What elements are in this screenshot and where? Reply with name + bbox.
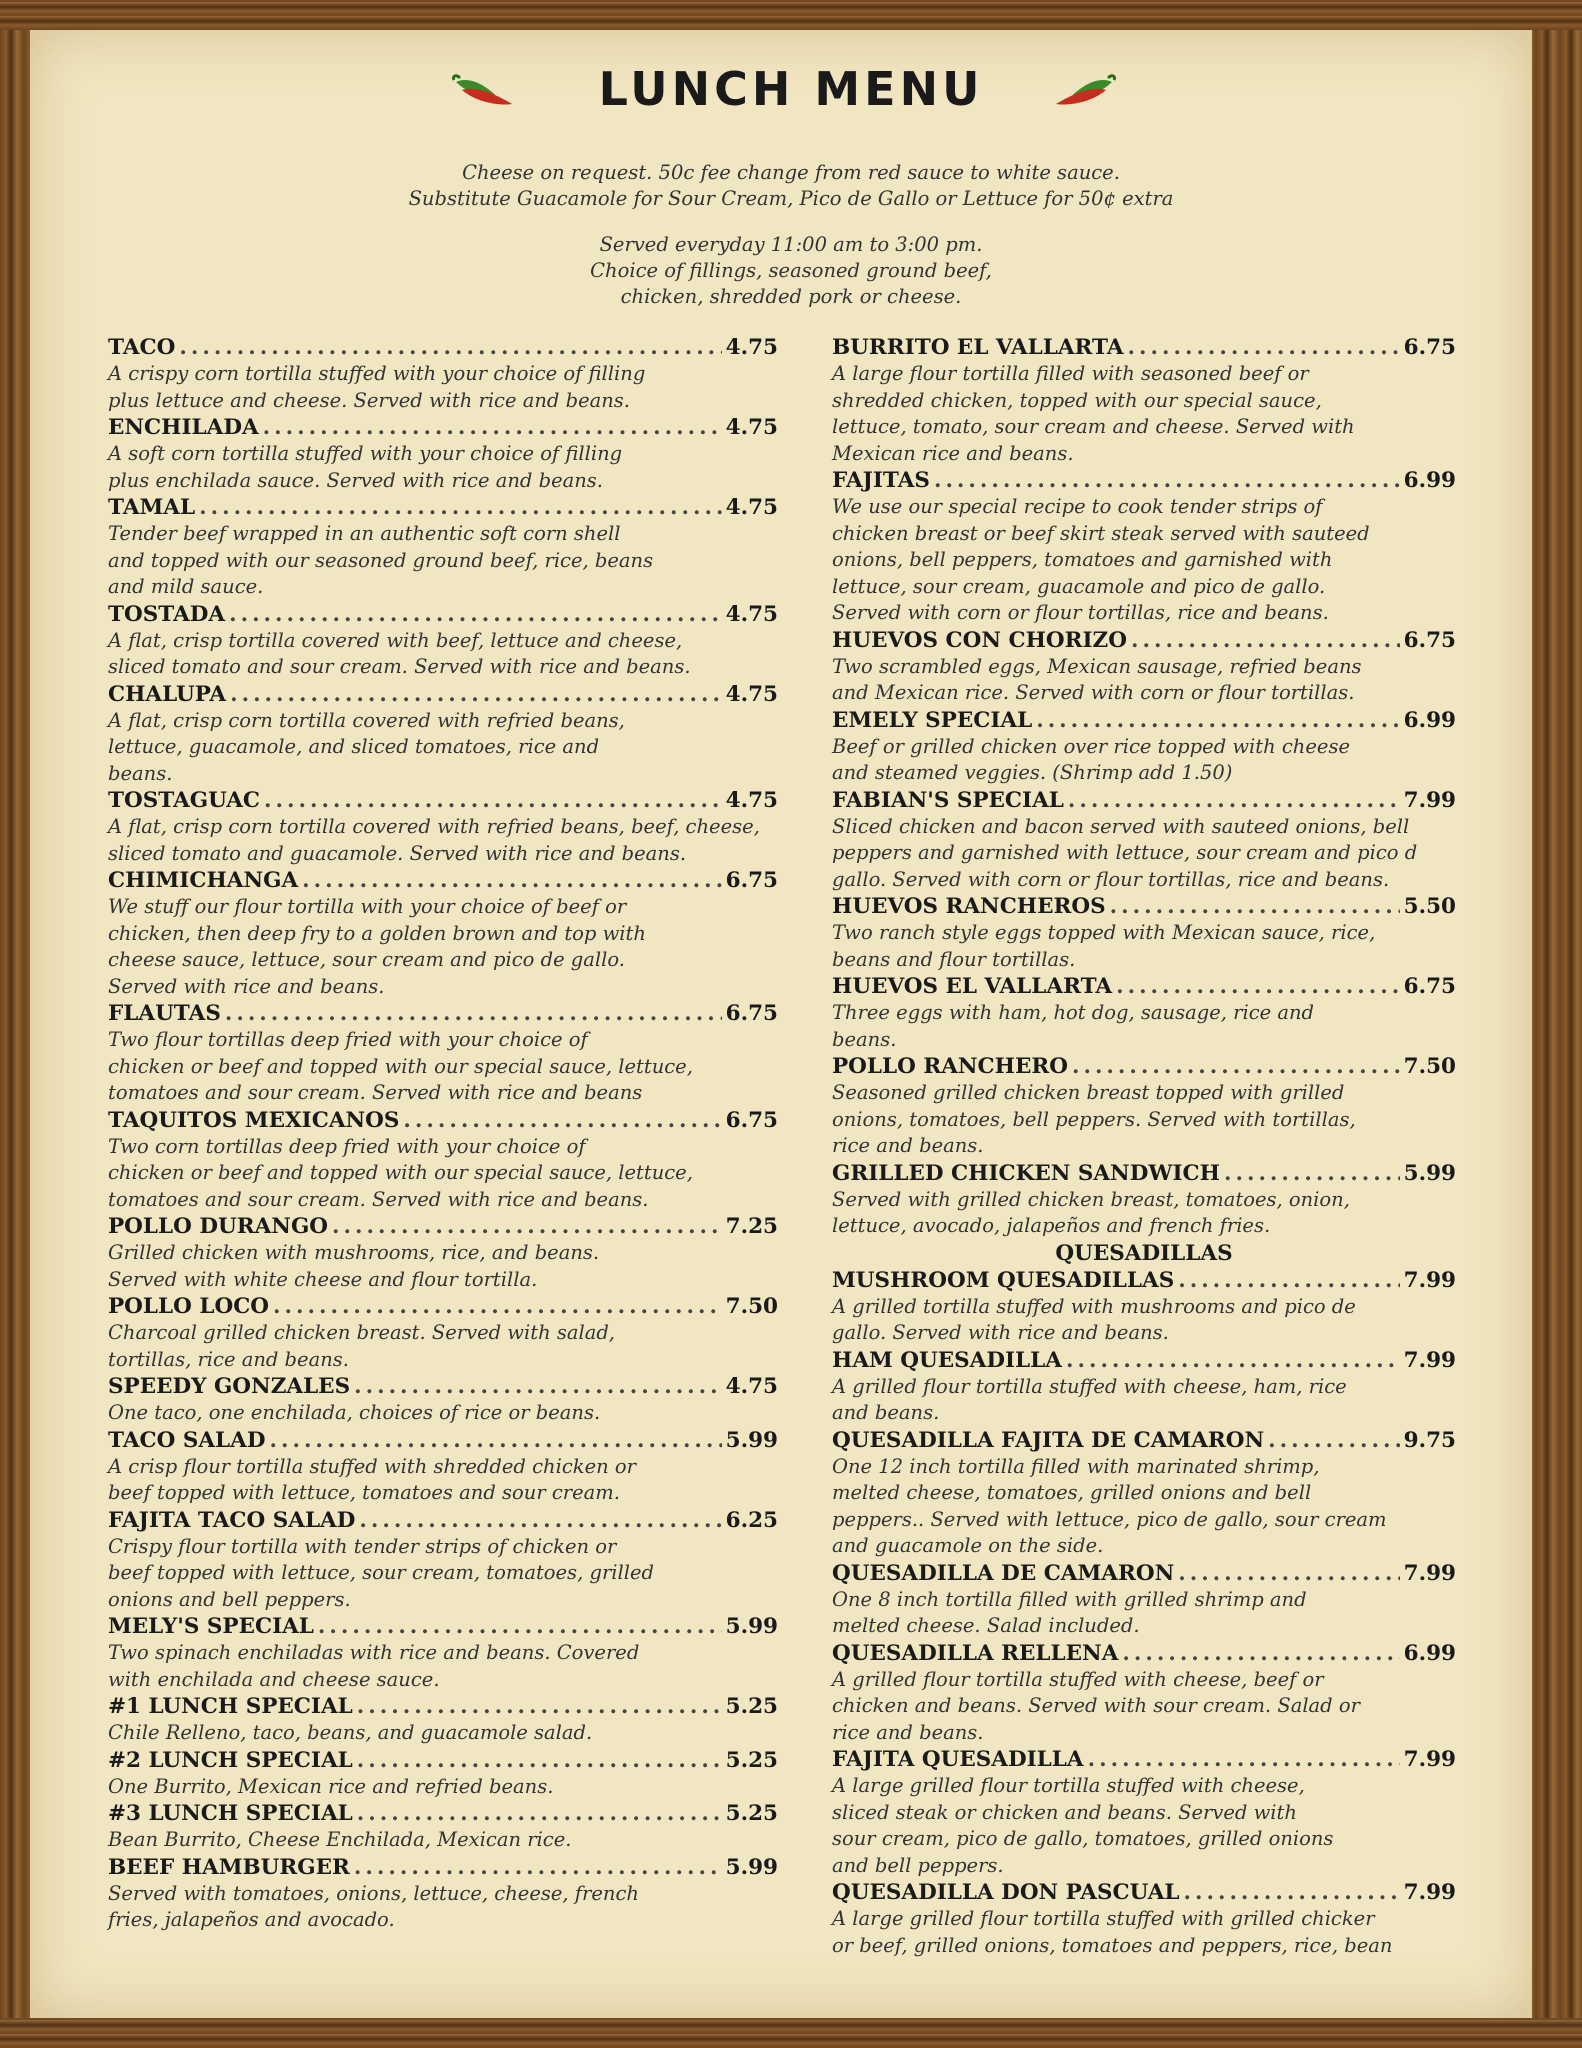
dot-leader	[230, 681, 722, 708]
menu-item-name: TOSTADA	[108, 601, 226, 627]
menu-item-description: sliced tomato and sour cream. Served with rice and beans.	[108, 655, 691, 678]
menu-item	[108, 1107, 778, 1214]
menu-item-price: 4.75	[725, 415, 778, 440]
menu-item-price: 7.99	[1403, 1880, 1456, 1905]
menu-item	[832, 1053, 1456, 1160]
menu-item-name: QUESADILLA RELLENA	[832, 1640, 1119, 1666]
menu-item	[832, 893, 1456, 973]
menu-item-price: 5.99	[725, 1854, 778, 1880]
menu-item-price: 5.99	[725, 1427, 778, 1453]
right-menu-column	[832, 334, 1456, 1959]
menu-item-description: and mild sauce.	[108, 575, 264, 598]
menu-item-name: HUEVOS RANCHEROS	[832, 894, 1106, 919]
menu-item-name: QUESADILLA DE CAMARON	[832, 1560, 1175, 1586]
menu-item-name: HUEVOS CON CHORIZO	[832, 627, 1127, 653]
menu-item-description: cheese sauce, lettuce, sour cream and pico de gallo.	[108, 948, 625, 971]
menu-item-description: A crispy corn tortilla stuffed with your choice of filling	[108, 362, 646, 385]
menu-item-description: peppers and garnished with lettuce, sour cream and pico d	[832, 841, 1418, 864]
menu-item-header	[832, 1879, 1456, 1906]
dot-leader	[1116, 973, 1400, 1000]
dot-leader	[359, 1507, 721, 1534]
menu-item-price: 6.75	[1403, 974, 1456, 999]
wood-frame-bottom	[0, 2018, 1582, 2048]
menu-item	[832, 1347, 1456, 1427]
menu-item-description: sour cream, pico de gallo, tomatoes, grilled onions	[832, 1827, 1334, 1850]
menu-item-header	[108, 1000, 778, 1027]
menu-item-description: gallo. Served with corn or flour tortillas, rice and beans.	[832, 867, 1390, 891]
menu-item-price: 7.99	[1403, 1267, 1456, 1293]
menu-item-header	[108, 681, 778, 708]
menu-item-name: TAQUITOS MEXICANOS	[108, 1107, 400, 1133]
menu-item-price: 4.75	[725, 1374, 778, 1399]
menu-item	[108, 867, 778, 1000]
menu-item-name: GRILLED CHICKEN SANDWICH	[832, 1160, 1220, 1186]
menu-item-description: Two scrambled eggs, Mexican sausage, refried beans	[832, 654, 1362, 678]
menu-item-description: chicken or beef and topped with our special sauce, lettuce,	[108, 1161, 693, 1184]
menu-item-header	[108, 1427, 778, 1454]
menu-item-description: and Mexican rice. Served with corn or flour tortillas.	[832, 681, 1355, 704]
menu-item-description: A grilled tortilla stuffed with mushrooms and pico de	[832, 1294, 1356, 1318]
menu-item-price: 5.50	[1403, 894, 1456, 919]
menu-item-name: QUESADILLA FAJITA DE CAMARON	[832, 1427, 1265, 1453]
menu-item-price: 7.50	[1403, 1054, 1456, 1079]
dot-leader	[229, 601, 722, 628]
menu-item-name: FABIAN'S SPECIAL	[832, 787, 1064, 813]
menu-item-description: A large grilled flour tortilla stuffed with grilled chicker	[832, 1907, 1375, 1930]
menu-item-description: chicken or beef and topped with our special sauce, lettuce,	[108, 1054, 693, 1078]
menu-item-price: 5.99	[1403, 1160, 1456, 1186]
dot-leader	[934, 467, 1400, 494]
menu-item-header	[108, 601, 778, 628]
menu-item-header	[832, 1640, 1456, 1667]
menu-item-description: and topped with our seasoned ground beef, rice, beans	[108, 548, 654, 572]
menu-item	[108, 1613, 778, 1693]
menu-item-header	[832, 334, 1456, 361]
menu-item	[108, 1747, 778, 1801]
menu-item-name: SPEEDY GONZALES	[108, 1374, 351, 1399]
menu-item-name: POLLO LOCO	[108, 1294, 270, 1319]
menu-item-header	[832, 787, 1456, 814]
dot-leader	[357, 1747, 722, 1774]
menu-item-description: onions and bell peppers.	[108, 1587, 351, 1611]
menu-item	[832, 707, 1456, 787]
menu-item	[832, 973, 1456, 1053]
menu-item-name: #1 LUNCH SPECIAL	[108, 1694, 353, 1719]
dot-leader	[264, 787, 722, 814]
intro-line: chicken, shredded pork or cheese.	[620, 285, 962, 308]
dot-leader	[225, 1000, 722, 1027]
menu-item-name: BURRITO EL VALLARTA	[832, 335, 1124, 360]
menu-item	[832, 1160, 1456, 1240]
menu-item	[108, 334, 778, 414]
menu-item	[108, 1693, 778, 1747]
menu-item-description: Served with tomatoes, onions, lettuce, cheese, french	[108, 1881, 639, 1905]
wood-frame-top	[0, 0, 1582, 30]
menu-item-header	[108, 867, 778, 894]
menu-item-description: Sliced chicken and bacon served with sauteed onions, bell	[832, 814, 1410, 838]
menu-item-description: Crispy flour tortilla with tender strips of chicken or	[108, 1534, 617, 1558]
menu-item-header	[108, 1693, 778, 1720]
dot-leader	[357, 1800, 722, 1827]
menu-item-description: onions, bell peppers, tomatoes and garnished with	[832, 548, 1333, 571]
menu-item-description: with enchilada and cheese sauce.	[108, 1667, 440, 1691]
intro-line: Substitute Guacamole for Sour Cream, Pico de Gallo or Lettuce for 50¢ extra	[408, 187, 1174, 210]
menu-item	[832, 1560, 1456, 1640]
intro-line: Choice of fillings, seasoned ground beef,	[590, 259, 992, 282]
menu-item	[832, 467, 1456, 627]
dot-leader	[1068, 787, 1400, 814]
menu-item-name: FLAUTAS	[108, 1001, 221, 1026]
menu-item-price: 7.99	[1403, 1747, 1456, 1772]
dot-leader	[269, 1427, 721, 1454]
dot-leader	[1036, 707, 1399, 734]
dot-leader	[354, 1854, 722, 1881]
menu-item	[832, 1879, 1456, 1959]
menu-item-name: POLLO RANCHERO	[832, 1054, 1068, 1079]
dot-leader	[1178, 1560, 1399, 1587]
menu-item-price: 5.25	[725, 1801, 778, 1826]
menu-item-description: and guacamole on the side.	[832, 1534, 1104, 1557]
menu-item-name: HAM QUESADILLA	[832, 1347, 1062, 1373]
menu-item-name: QUESADILLA DON PASCUAL	[832, 1880, 1180, 1905]
menu-item-header	[108, 1507, 778, 1534]
menu-item-description: Served with white cheese and flour tortilla.	[108, 1267, 538, 1291]
menu-item-description: A large flour tortilla filled with seasoned beef or	[832, 362, 1309, 385]
menu-item-description: A flat, crisp corn tortilla covered with refried beans,	[108, 708, 625, 732]
dot-leader	[357, 1693, 722, 1720]
menu-item-description: sliced steak or chicken and beans. Served with	[832, 1800, 1297, 1824]
menu-item	[108, 1000, 778, 1107]
menu-item-name: ENCHILADA	[108, 415, 259, 440]
menu-item-price: 6.75	[1403, 627, 1456, 653]
menu-item-description: Chile Relleno, taco, beans, and guacamole salad.	[108, 1721, 593, 1744]
intro-hours	[0, 232, 1582, 310]
menu-item-price: 6.75	[725, 1001, 778, 1026]
menu-item-name: #3 LUNCH SPECIAL	[108, 1801, 353, 1826]
menu-item-header	[832, 893, 1456, 920]
menu-item-price: 7.99	[1403, 787, 1456, 813]
dot-leader	[1131, 627, 1400, 654]
menu-item-header	[108, 414, 778, 441]
menu-item-description: One 12 inch tortilla filled with marinated shrimp,	[832, 1454, 1320, 1478]
dot-leader	[1072, 1053, 1400, 1080]
menu-item-description: beans and flour tortillas.	[832, 947, 1076, 971]
dot-leader	[1066, 1347, 1400, 1374]
menu-item-description: One 8 inch tortilla filled with grilled shrimp and	[832, 1587, 1307, 1611]
menu-item-description: Mexican rice and beans.	[832, 441, 1074, 465]
menu-item-header	[832, 467, 1456, 494]
menu-item-header	[832, 1347, 1456, 1374]
menu-item-price: 4.75	[725, 335, 778, 360]
menu-item-description: chicken and beans. Served with sour cream. Salad or	[832, 1694, 1360, 1717]
menu-item-header	[832, 973, 1456, 1000]
menu-item	[108, 1854, 778, 1934]
intro-notes	[0, 160, 1582, 212]
dot-leader	[1224, 1160, 1400, 1187]
menu-item-description: rice and beans.	[832, 1720, 984, 1744]
menu-item-price: 4.75	[725, 788, 778, 813]
menu-item	[108, 414, 778, 494]
menu-item-header	[108, 1293, 778, 1320]
menu-item	[832, 627, 1456, 707]
menu-item-header	[832, 627, 1456, 654]
menu-item-description: gallo. Served with rice and beans.	[832, 1321, 1169, 1344]
menu-item-description: Two corn tortillas deep fried with your choice of	[108, 1134, 586, 1158]
menu-item	[832, 787, 1456, 894]
dot-leader	[332, 1213, 722, 1240]
section-heading-quesadillas: QUESADILLAS	[1055, 1240, 1233, 1266]
dot-leader	[1128, 334, 1400, 361]
menu-item	[108, 1427, 778, 1507]
menu-item-price: 4.75	[725, 681, 778, 707]
dot-leader	[273, 1293, 722, 1320]
menu-item-description: and steamed veggies. (Shrimp add 1.50)	[832, 761, 1233, 784]
menu-item-description: plus lettuce and cheese. Served with rice and beans.	[108, 388, 630, 412]
dot-leader	[1110, 893, 1400, 920]
menu-item-description: Two spinach enchiladas with rice and beans. Covered	[108, 1641, 640, 1664]
menu-item-name: CHALUPA	[108, 681, 227, 707]
menu-item-name: #2 LUNCH SPECIAL	[108, 1747, 353, 1773]
menu-item-price: 7.99	[1403, 1347, 1456, 1373]
menu-item-name: FAJITA TACO SALAD	[108, 1507, 356, 1533]
menu-item-description: plus enchilada sauce. Served with rice and beans.	[108, 468, 603, 492]
menu-item-header	[108, 1213, 778, 1240]
menu-item-name: FAJITAS	[832, 468, 930, 493]
menu-item-name: FAJITA QUESADILLA	[832, 1747, 1084, 1772]
menu-item-description: lettuce, avocado, jalapeños and french fries.	[832, 1214, 1271, 1237]
menu-item-price: 6.75	[725, 1107, 778, 1133]
menu-item-description: peppers.. Served with lettuce, pico de gallo, sour cream	[832, 1507, 1387, 1531]
menu-item	[832, 1746, 1456, 1879]
menu-item	[832, 1267, 1456, 1347]
menu-item-description: chicken breast or beef skirt steak served with sauteed	[832, 521, 1370, 545]
menu-item-description: lettuce, tomato, sour cream and cheese. Served with	[832, 415, 1355, 438]
dot-leader	[1268, 1427, 1400, 1454]
menu-item-header	[832, 1160, 1456, 1187]
menu-item-description: Two flour tortillas deep fried with your choice of	[108, 1028, 588, 1051]
menu-item-name: HUEVOS EL VALLARTA	[832, 974, 1113, 999]
menu-item-description: melted cheese. Salad included.	[832, 1614, 1140, 1637]
menu-item-name: TACO SALAD	[108, 1427, 266, 1453]
menu-item-description: Three eggs with ham, hot dog, sausage, rice and	[832, 1001, 1315, 1024]
menu-item-description: One taco, one enchilada, choices of rice or beans.	[108, 1401, 601, 1424]
menu-item	[108, 1800, 778, 1854]
menu-item-price: 5.25	[725, 1694, 778, 1719]
menu-item-description: onions, tomatoes, bell peppers. Served with tortillas,	[832, 1107, 1356, 1131]
menu-item-description: chicken, then deep fry to a golden brown and top with	[108, 921, 646, 945]
menu-item-header	[108, 1373, 778, 1400]
menu-item-price: 5.99	[725, 1614, 778, 1639]
menu-item-price: 7.99	[1403, 1560, 1456, 1586]
menu-item	[108, 494, 778, 601]
intro-line: Served everyday 11:00 am to 3:00 pm.	[599, 233, 983, 256]
dot-leader	[1184, 1879, 1400, 1906]
menu-item-description: A flat, crisp corn tortilla covered with refried beans, beef, cheese,	[108, 815, 760, 838]
menu-item-name: TAMAL	[108, 495, 196, 520]
menu-item-description: Served with rice and beans.	[108, 974, 385, 998]
menu-item-description: lettuce, sour cream, guacamole and pico de gallo.	[832, 574, 1326, 598]
menu-title: LUNCH MENU	[598, 62, 984, 116]
menu-item-header	[108, 1107, 778, 1134]
menu-item-description: We use our special recipe to cook tender strips of	[832, 495, 1323, 518]
menu-item	[108, 681, 778, 788]
menu-item-description: Beef or grilled chicken over rice topped with cheese	[832, 734, 1350, 758]
menu-item-description: A grilled flour tortilla stuffed with cheese, beef or	[832, 1667, 1324, 1691]
menu-item-price: 6.25	[725, 1507, 778, 1533]
dot-leader	[354, 1373, 722, 1400]
menu-item-description: A soft corn tortilla stuffed with your choice of filling	[108, 442, 623, 465]
menu-item-description: A grilled flour tortilla stuffed with cheese, ham, rice	[832, 1374, 1347, 1398]
menu-item-description: melted cheese, tomatoes, grilled onions and bell	[832, 1481, 1312, 1504]
menu-item-header	[832, 707, 1456, 734]
dot-leader	[318, 1613, 722, 1640]
dot-leader	[199, 494, 722, 521]
menu-item-price: 6.75	[1403, 335, 1456, 360]
menu-item-description: and bell peppers.	[832, 1853, 1004, 1877]
dot-leader	[403, 1107, 721, 1134]
menu-item-price: 4.75	[725, 601, 778, 627]
menu-item-description: Bean Burrito, Cheese Enchilada, Mexican rice.	[108, 1828, 572, 1851]
menu-item-description: beef topped with lettuce, tomatoes and sour cream.	[108, 1481, 620, 1504]
menu-item-name: BEEF HAMBURGER	[108, 1854, 350, 1880]
menu-item-description: A crisp flour tortilla stuffed with shredded chicken or	[108, 1454, 636, 1478]
menu-item-name: POLLO DURANGO	[108, 1214, 329, 1239]
menu-item-description: Tender beef wrapped in an authentic soft corn shell	[108, 522, 621, 545]
dot-leader	[1178, 1267, 1399, 1294]
menu-item-header	[832, 1267, 1456, 1294]
menu-item-price: 6.99	[1403, 468, 1456, 493]
menu-item-description: tortillas, rice and beans.	[108, 1347, 349, 1371]
menu-item	[832, 1427, 1456, 1560]
menu-item	[108, 1373, 778, 1427]
menu-item-header	[108, 494, 778, 521]
menu-item-header	[108, 787, 778, 814]
menu-item-name: MUSHROOM QUESADILLAS	[832, 1267, 1175, 1293]
menu-item-description: beans.	[832, 1027, 897, 1051]
menu-item-header	[108, 1747, 778, 1774]
menu-item-description: shredded chicken, topped with our special sauce,	[832, 388, 1322, 412]
dot-leader	[1122, 1640, 1399, 1667]
menu-item-header	[108, 1854, 778, 1881]
menu-item-header	[108, 1613, 778, 1640]
menu-item-description: Served with grilled chicken breast, tomatoes, onion,	[832, 1187, 1350, 1211]
menu-item-header	[832, 1746, 1456, 1773]
menu-item-header	[832, 1053, 1456, 1080]
menu-item-header	[108, 334, 778, 361]
menu-item-description: fries, jalapeños and avocado.	[108, 1908, 395, 1931]
menu-item	[108, 1213, 778, 1293]
menu-item-price: 9.75	[1403, 1427, 1456, 1453]
menu-item-description: One Burrito, Mexican rice and refried beans.	[108, 1774, 554, 1798]
menu-item-header	[832, 1560, 1456, 1587]
menu-item-description: beef topped with lettuce, sour cream, tomatoes, grilled	[108, 1561, 654, 1584]
menu-item-description: Seasoned grilled chicken breast topped with grilled	[832, 1081, 1345, 1104]
menu-item-description: rice and beans.	[832, 1134, 984, 1157]
menu-item-description: tomatoes and sour cream. Served with rice and beans	[108, 1081, 643, 1104]
menu-item-price: 7.25	[725, 1214, 778, 1239]
left-menu-column	[108, 334, 778, 1934]
menu-item-name: MELY'S SPECIAL	[108, 1614, 314, 1639]
menu-item-price: 5.25	[725, 1747, 778, 1773]
menu-item-name: TACO	[108, 335, 176, 360]
menu-item-description: lettuce, guacamole, and sliced tomatoes, rice and	[108, 735, 600, 758]
menu-item-description: and beans.	[832, 1401, 940, 1424]
menu-item-name: EMELY SPECIAL	[832, 707, 1033, 733]
menu-item-description: beans.	[108, 761, 173, 785]
menu-item-price: 6.99	[1403, 1640, 1456, 1666]
menu-item	[108, 1507, 778, 1614]
menu-item-price: 6.99	[1403, 707, 1456, 733]
menu-item-description: A flat, crisp tortilla covered with beef, lettuce and cheese,	[108, 628, 683, 652]
menu-item	[108, 787, 778, 867]
menu-item-description: Grilled chicken with mushrooms, rice, and beans.	[108, 1241, 600, 1264]
menu-item-price: 4.75	[725, 495, 778, 520]
menu-item-description: Served with corn or flour tortillas, rice and beans.	[832, 601, 1329, 624]
menu-item-header	[832, 1427, 1456, 1454]
menu-item-description: We stuff our flour tortilla with your choice of beef or	[108, 895, 627, 918]
dot-leader	[263, 414, 722, 441]
menu-item	[832, 334, 1456, 467]
menu-item-price: 6.75	[725, 868, 778, 893]
dot-leader	[1088, 1746, 1400, 1773]
menu-item-price: 7.50	[725, 1294, 778, 1319]
menu-item-description: tomatoes and sour cream. Served with rice and beans.	[108, 1187, 649, 1211]
dot-leader	[179, 334, 721, 361]
menu-item-description: or beef, grilled onions, tomatoes and peppers, rice, bean	[832, 1933, 1393, 1957]
menu-item-description: A large grilled flour tortilla stuffed with cheese,	[832, 1774, 1305, 1797]
menu-item-description: sliced tomato and guacamole. Served with rice and beans.	[108, 841, 687, 865]
menu-item	[108, 601, 778, 681]
menu-item-name: CHIMICHANGA	[108, 868, 299, 893]
intro-line: Cheese on request. 50c fee change from red sauce to white sauce.	[462, 161, 1120, 184]
menu-item-description: Two ranch style eggs topped with Mexican sauce, rice,	[832, 921, 1376, 944]
menu-item	[108, 1293, 778, 1373]
menu-item-name: TOSTAGUAC	[108, 788, 261, 813]
menu-item-header	[108, 1800, 778, 1827]
dot-leader	[302, 867, 721, 894]
menu-item-description: Charcoal grilled chicken breast. Served with salad,	[108, 1321, 615, 1344]
menu-item	[832, 1640, 1456, 1747]
